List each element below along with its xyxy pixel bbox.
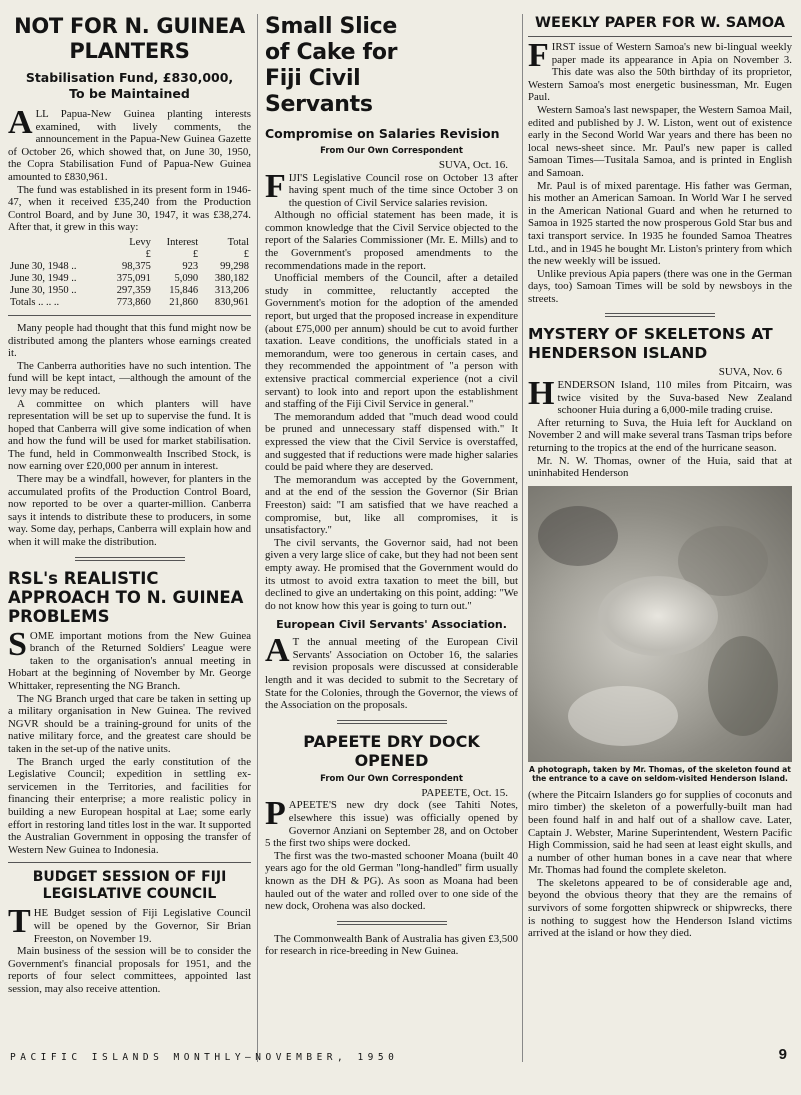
article-paragraph: Unofficial members of the Council, after a detailed study in committee, reluctantly accepted the Government's motion for the adoption of the amended report, but urged that the proposed increase in expenditure (about £75,000 per annum) should be cut to avoid further taxation. Leave conditions, the unofficials stated in a memorandum, were too generous in certain cases, and they recommended the appointment of "a person with extensive practical commercial experience (not a civil servant) to look into and report upon the establishment and staffing of the Fiji Civil Service in general." [265,272,518,411]
article-paragraph: PAPEETE'S new dry dock (see Tahiti Notes, elsewhere this issue) was officially opened by Governor Anziani on September 28, and on October 5 the first two ships were docked. [265,795,518,850]
article-paragraph: A T the annual meeting of the European Civil Servants' Association on October 16, the salaries revision proposals were discussed at considerable length and it was decided to submit to the Secretary of State for the Colonies, through the Governor, the views of the Association on the proposals. [265,632,518,712]
fund-table [8,237,251,309]
article-paragraph: The Canberra authorities have no such intention. The fund will be kept intact, —although the amount of the levy may be reduced. [8,359,251,397]
table-totals-row: Totals .. .. .. 773,860 21,860 830,961 [10,296,249,308]
article-paragraph: FIRST issue of Western Samoa's new bi-lingual weekly paper made its appearance in Apia on November 3. This date was also the 50th birthday of its proprietor, Western Samoa's most energetic businessman, Mr. Eugen Paul. [528,37,792,104]
skeleton-photo [528,486,792,762]
column-3 [528,14,792,940]
divider [528,36,792,37]
article-headline: NOT FOR N. GUINEA PLANTERS [14,14,245,63]
drop-cap: S [8,625,27,663]
article-paragraph: The fund was established in its present form in 1946-47, when it received £35,240 from the Production Control Board, and by June 30, 1947, it was £38,274. After that, it grew in this way: [8,183,251,234]
section-heading: European Civil Servants' Association. [276,618,507,632]
drop-cap: H [528,374,555,412]
article-subhead: Stabilisation Fund, £830,000, To be Maintained [25,70,234,101]
article-paragraph: THE Budget session of Fiji Legislative Council will be opened by the Governor, Sir Brian Freeston, on November 19. [8,903,251,945]
divider [605,313,715,317]
dateline: PAPEETE, Oct. 15. [421,786,508,799]
dateline: SUVA, Oct. 16. [438,159,508,171]
article-headline: RSL's REALISTIC APPROACH TO N. GUINEA PROBLEMS [8,568,244,626]
article-paragraph: The first was the two-masted schooner Moana (built 40 years ago for the old German "long-handled" firm usually known as the DH & PG). As soon as Moana had been hauled out of the water and rolled over to one side of the new dock, Orohena was also docked. [265,849,518,913]
correspondent-line: From Our Own Correspondent [320,773,463,784]
article-paragraph: The Commonwealth Bank of Australia has given £3,500 for research in rice-breeding in New Guinea. [265,932,518,958]
article-paragraph: After returning to Suva, the Huia left for Auckland on November 2 and will make several trans Tasman trips before returning to the tropics at the end of the hurricane season. [528,416,792,454]
article-paragraph: Western Samoa's last newspaper, the Western Samoa Mail, edited and published by J. W. Liston, went out of existence early in the Second World War years and there has been no local news-sheet since. Mr. Paul's new paper is called Samoan Times—Tusitala Samoa, and is printed in English and Samoan. [528,103,792,179]
article-paragraph: The civil servants, the Governor said, had not been given a very large slice of cake, but they had not been sent empty away. He promised that the Government would do its utmost to avoid extra taxation to meet the bill, but declined to give an undertaking on this point, adding: "We do not know how this year is going to turn out." [265,536,518,612]
page-number: 9 [778,1046,787,1063]
article-paragraph: A committee on which planters will have representation will be set up to supervise the fund. It is hoped that Canberra will give some indication of when and how the fund will be used for market stabilisation. The fund, held in Commonwealth Inscribed Stock, is now earning over £20,000 per annum in interest. [8,397,251,473]
article-headline: MYSTERY OF SKELETONS AT HENDERSON ISLAND [528,325,773,363]
article-headline: WEEKLY PAPER FOR W. SAMOA [535,15,785,31]
article-paragraph: There may be a windfall, however, for planters in the accumulated profits of the Production Control Board, now reported to be over a quarter-million. Canberra says it intends to distribute these to producers, in some way. Some day, perhaps, Canberra will explain how and when it will make the distribution. [8,473,251,549]
table-header-row: Levy Interest Total [129,236,249,248]
article-headline: PAPEETE DRY DOCK OPENED [303,731,480,770]
article-paragraph: Main business of the session will be to consider the Government's financial proposals for 1951, and the reports of four select committees, appointed last session, may also receive attention. [8,945,251,995]
article-subhead: Compromise on Salaries Revision [265,126,500,141]
divider [337,720,447,724]
article-paragraph: Mr. N. W. Thomas, owner of the Huia, said that at uninhabited Henderson [528,454,792,480]
drop-cap: P [265,795,286,833]
divider [75,557,185,561]
article-paragraph: The memorandum was accepted by the Government, and at the end of the session the Governor (Sir Brian Freeston) said: "I am satisfied that we have reached a compromise, but, like all compromises, it is unsatisfactory." [265,473,518,537]
correspondent-line: From Our Own Correspondent [320,146,463,156]
article-paragraph: Mr. Paul is of mixed parentage. His father was German, his mother an American Samoan. In World War I he served in the American National Guard and when he returned to Samoa in 1925 started the now prosperous Gold Star bus and taxi transport service. In 1935 he founded Samoa Theatres Ltd., and in 1945 he bought Mr. Liston's printery from which the new weekly will be issued. [528,179,792,268]
divider [337,921,447,925]
divider [8,862,251,863]
article-paragraph: ALL Papua-New Guinea planting interests examined, with lively comments, the announcement in the Papua-New Guinea Gazette of October 26, which showed that, on June 30, 1950, the Copra Stabilisation Fund of Papua-New Guinea amounted to £830,961. [8,104,251,183]
photo-caption: A photograph, taken by Mr. Thomas, of the skeleton found at the entrance to a cave on seldom-visited Henderson Island. [529,764,791,784]
article-paragraph: The NG Branch urged that care be taken in setting up a military organisation in New Guinea. The revived NGVR should be a training-ground for units of the native military force, and the greatest care should be taken in the set-up of the native units. [8,692,251,755]
article-paragraph: Although no official statement has been made, it is common knowledge that the Civil Service objected to the report of the Salaries Commissioner (Mr. E. Mills) and to the Government's proposed amendments to the recommendations made in the report. [265,209,518,272]
column-divider [257,14,258,1062]
column-2 [265,14,518,958]
drop-cap: F [265,167,286,205]
article-paragraph: The skeletons appeared to be of considerable age and, beyond the obvious theory that they are the remains of survivors of some forgotten shipwreck or shipwrecks, there is nothing to suggest how the Henderson Island victims arrived at the island or how they died. [528,876,792,940]
article-paragraph: Many people had thought that this fund might now be distributed among the planters whose earnings created it. [8,321,251,360]
article-headline: Small Slice of Cake for Fiji Civil Servants [265,14,398,117]
article-paragraph: The Branch urged the early constitution of the Legislative Council; expedition in settling ex-servicemen in the Territories, and facilities for financing their enterprise; a more realistic policy in building a new European hospital at Lae; some early effort in restoring land titles lost in the war. It supported the Australian Government in opposing the transfer of Western New Guinea to Indonesia. [8,755,251,856]
article-headline: BUDGET SESSION OF FIJI LEGISLATIVE COUNCIL [32,869,227,903]
drop-cap: A [265,632,290,670]
column-1 [8,14,251,995]
article-paragraph: HENDERSON Island, 110 miles from Pitcairn, was twice visited by the Suva-based New Zealand schooner Huia during a 6,000-mile trading cruise. [528,374,792,417]
table-units-row: £ £ £ [145,248,249,260]
drop-cap: F [528,37,549,74]
dateline: SUVA, Nov. 6 [718,366,782,379]
page-footer: PACIFIC ISLANDS MONTHLY—NOVEMBER, 1950 [10,1052,399,1063]
article-paragraph: The memorandum added that "much dead wood could be pruned and unnecessary staff dispensed with." It expressed the view that the Civil Service is overstaffed, and suggested that if reductions were made higher salaries could be paid where they are deserved. [265,410,518,474]
divider [8,315,251,316]
article-paragraph: (where the Pitcairn Islanders go for supplies of coconuts and miro timber) the skeleton of a powerfully-built man had been found half in and half out of a shallow cave. Later, Captain J. Webster, Marine Superintendent, Western Pacific High Commission, said he had seen at least eight skulls, and a number of other human bones in a cave near that where Mr. Thomas had found the complete skeleton. [528,788,792,877]
table-row: June 30, 1950 .. 297,359 15,846 313,206 [10,284,249,296]
table-row: June 30, 1948 .. 98,375 923 99,298 [10,260,249,272]
article-paragraph: Unlike previous Apia papers (there was one in the German days, too) Samoan Times will be sold by newsboys in the streets. [528,267,792,305]
article-paragraph: SOME important motions from the New Guinea branch of the Returned Soldiers' League were taken to the organisation's annual meeting in Hobart at the beginning of November by Mr. George Whittaker, representing the NG Branch. [8,625,251,692]
article-paragraph: FIJI'S Legislative Council rose on October 13 after having spent much of the time since October 3 on the question of Civil Service salaries revision. [265,167,518,209]
drop-cap: A [8,104,33,141]
drop-cap: T [8,903,31,941]
table-row: June 30, 1949 .. 375,091 5,090 380,182 [10,272,249,284]
column-divider [522,14,523,1062]
